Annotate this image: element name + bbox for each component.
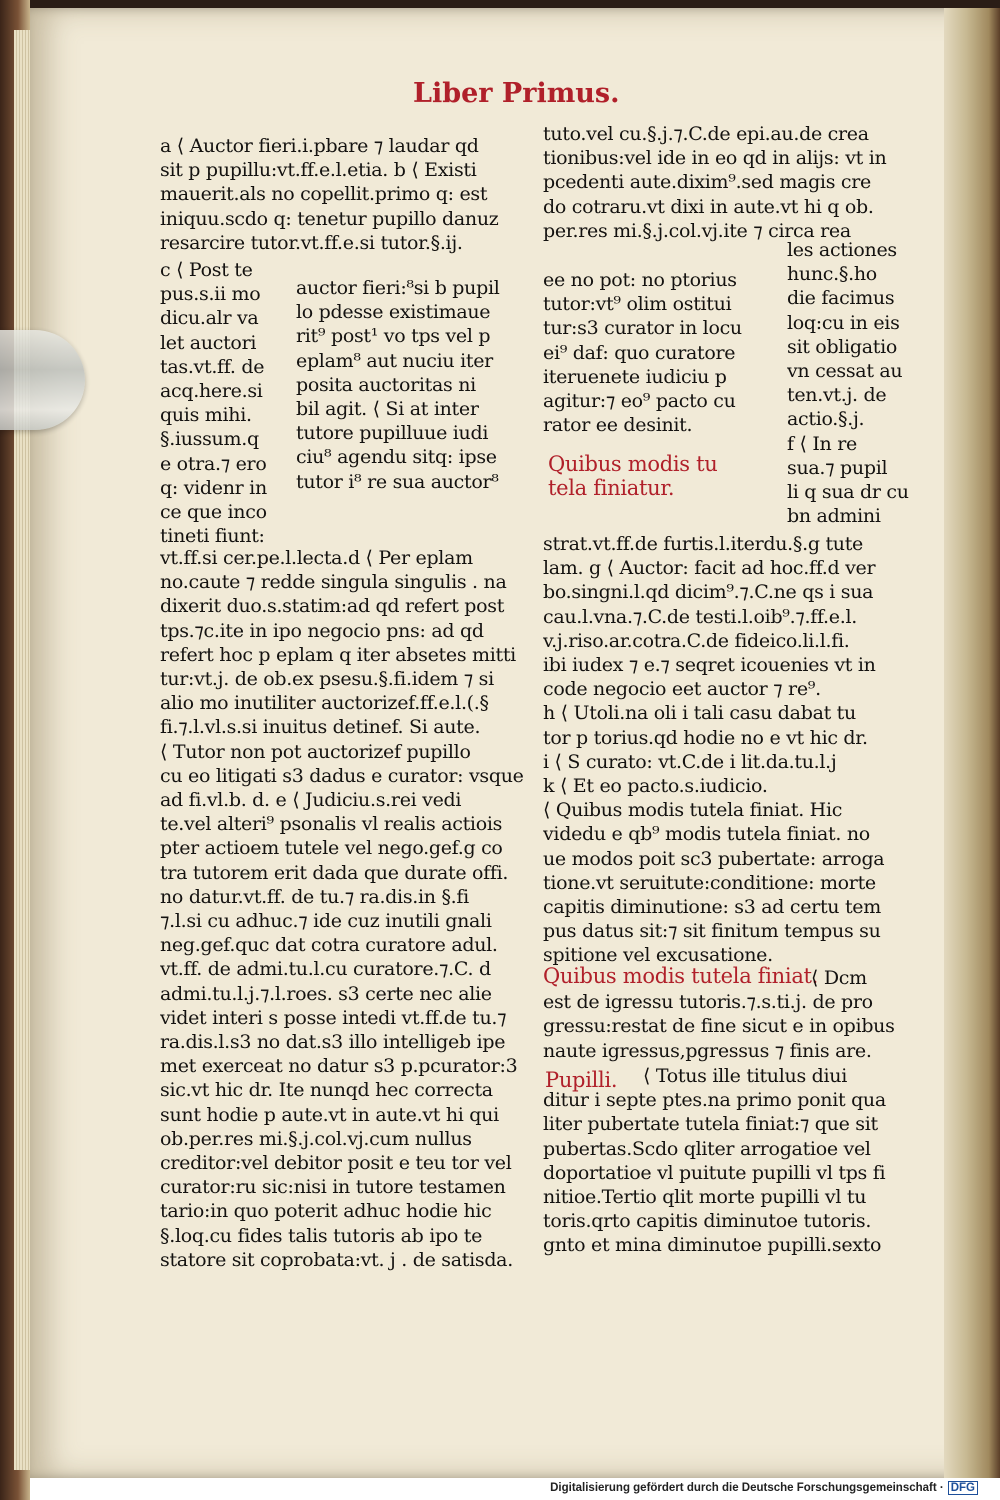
text-block-left-narrow [160, 258, 290, 548]
text-line: statore sit coprobata:vt. j . de satisda. [160, 1248, 513, 1271]
text-line: vt.ff. de admi.tu.l.cu curatore.⁊.C. d [160, 958, 491, 981]
text-line: fi.⁊.l.vl.s.si inuitus detinef. Si aute. [160, 716, 481, 739]
text-line: code negocio eet auctor ⁊ re⁹. [543, 678, 821, 701]
text-line: k ⟨ Et eo pacto.s.iudicio. [543, 775, 768, 798]
text-line: eplam⁸ aut nuciu iter [296, 349, 493, 372]
text-line: ibi iudex ⁊ e.⁊ seqret icouenies vt in [543, 654, 876, 677]
text-line: tra tutorem erit dada que durate offi. [160, 861, 509, 884]
text-line: f ⟨ In re [787, 432, 857, 455]
text-block-right-long [543, 532, 913, 968]
dfg-footer [550, 1482, 978, 1494]
text-line: ⟨ Dcm [811, 967, 867, 989]
text-line: neg.gef.quc dat cotra curatore adul. [160, 934, 498, 957]
text-line: pubertas.Scdo qliter arrogatioe vel [543, 1137, 871, 1160]
text-line: ue modos poit sc3 pubertate: arroga [543, 847, 885, 870]
text-line: naute igressus,pgressus ⁊ finis are. [543, 1039, 872, 1062]
text-line: hunc.§.ho [787, 263, 877, 286]
text-line: let auctori [160, 331, 257, 354]
text-line: gressu:restat de fine sicut e in opibus [543, 1015, 895, 1038]
text-line: tor p torius.qd hodie no e vt hic dr. [543, 726, 868, 749]
text-line: pus.s.ii mo [160, 283, 261, 306]
text-line: tutore pupilluue iudi [296, 422, 489, 445]
text-line: ce que inco [160, 501, 267, 524]
text-line: refert hoc p eplam q iter absetes mitti [160, 643, 516, 666]
text-line: posita auctoritas ni [296, 373, 476, 396]
text-block-right-top [543, 122, 913, 243]
text-line: nitioe.Tertio qlit morte pupilli vl tu [543, 1186, 867, 1209]
text-line: do cotraru.vt dixi in aute.vt hi q ob. [543, 195, 874, 218]
text-line: dixerit duo.s.statim:ad qd refert post [160, 595, 505, 618]
text-line: q: videnr in [160, 476, 267, 499]
text-line: tps.⁊c.ite in ipo negocio pns: ad qd [160, 619, 484, 642]
text-line: ob.per.res mi.§.j.col.vj.cum nullus [160, 1127, 472, 1150]
text-line: lam. g ⟨ Auctor: facit ad hoc.ff.d ver [543, 557, 876, 580]
text-line: agitur:⁊ eo⁹ pacto cu [543, 390, 736, 413]
text-line: tutor:vt⁹ olim ostitui [543, 293, 732, 316]
text-line: curator:ru sic:nisi in tutore testamen [160, 1176, 506, 1199]
text-line: §.loq.cu fides talis tutoris ab ipo te [160, 1224, 483, 1247]
text-line: pter actioem tutele vel nego.gef.g co [160, 837, 503, 860]
fore-edge [944, 8, 1000, 1478]
text-line: resarcire tutor.vt.ff.e.si tutor.§.ij. [160, 231, 463, 254]
text-line: vt.ff.si cer.pe.l.lecta.d ⟨ Per eplam [160, 547, 473, 569]
text-line: capitis diminutione: s3 ad certu tem [543, 896, 881, 919]
text-line: v.j.riso.ar.cotra.C.de fideico.li.l.fi. [543, 629, 850, 652]
text-line: liter pubertate tutela finiat:⁊ que sit [543, 1113, 878, 1136]
text-line: actio.§.j. [787, 408, 865, 431]
text-block-mid-narrow [296, 276, 521, 494]
text-line: sit p pupillu:vt.ff.e.l.etia. b ⟨ Existi [160, 159, 477, 182]
text-line: tela finiatur. [548, 476, 675, 501]
running-header: Liber Primus. [413, 78, 620, 109]
text-line: c ⟨ Post te [160, 259, 253, 281]
text-line: tione.vt seruitute:conditione: morte [543, 871, 876, 894]
text-line: sic.vt hic dr. Ite nunqd hec correcta [160, 1079, 493, 1102]
text-line: rit⁹ post¹ vo tps vel p [296, 325, 491, 348]
text-line: iteruenete iudiciu p [543, 365, 727, 388]
text-line: tur:vt.j. de ob.ex psesu.§.fi.idem ⁊ si [160, 668, 494, 691]
text-line: spitione vel excusatione. [543, 944, 773, 967]
text-line: ⟨ Quibus modis tutela finiat. Hic [543, 799, 843, 822]
text-line: dicu.alr va [160, 307, 259, 330]
text-line: toris.qrto capitis diminutoe tutoris. [543, 1210, 872, 1233]
text-line: bn admini [787, 505, 881, 528]
text-block-left-long [160, 546, 530, 1272]
text-line: tur:s3 curator in locu [543, 317, 742, 340]
text-block-right-mid [543, 268, 780, 437]
text-line: tionibus:vel ide in eo qd in alijs: vt in [543, 147, 887, 170]
text-line: pus datus sit:⁊ sit finitum tempus su [543, 920, 881, 943]
text-line: ciu⁸ agendu sitq: ipse [296, 446, 497, 469]
text-line: ten.vt.j. de [787, 384, 887, 407]
rubric-tutela-finiat: Quibus modis tutela finiat. [543, 964, 819, 988]
footer-text: Digitalisierung gefördert durch die Deutsche Forschungsgemeinschaft · [550, 1482, 944, 1494]
text-line: tario:in quo poterit adhuc hodie hic [160, 1200, 492, 1223]
text-line: ditur i septe ptes.na primo ponit qua [543, 1089, 886, 1112]
text-line: die facimus [787, 287, 895, 310]
text-line: ⟨ Tutor non pot auctorizef pupillo [160, 740, 471, 763]
text-line: videt interi s posse intedi vt.ff.de tu.⁊ [160, 1006, 507, 1029]
text-line: acq.here.si [160, 380, 263, 403]
text-line: e otra.⁊ ero [160, 452, 267, 475]
text-line: sua.⁊ pupil [787, 456, 888, 479]
text-line: vn cessat au [787, 360, 903, 383]
text-line: te.vel alteri⁹ psonalis vl realis actiois [160, 813, 503, 836]
text-line: tineti fiunt: [160, 525, 265, 548]
text-line: les actiones [787, 239, 897, 261]
text-line: ⁊.l.si cu adhuc.⁊ ide cuz inutili gnali [160, 910, 492, 933]
rubric-quibus-modis [548, 452, 783, 500]
text-line: Quibus modis tu [548, 452, 718, 476]
text-line: tutor i⁸ re sua auctor⁸ [296, 470, 499, 493]
text-line: doportatioe vl puitute pupilli vl tps fi [543, 1161, 886, 1184]
text-block-right-after-rubric [543, 966, 913, 1063]
text-line: rator ee desinit. [543, 414, 693, 437]
text-line: loq:cu in eis [787, 311, 900, 334]
text-line: alio mo inutiliter auctorizef.ff.e.l.(.§ [160, 692, 489, 715]
text-line: strat.vt.ff.de furtis.l.iterdu.§.g tute [543, 533, 863, 555]
text-line: iniquu.scdo q: tenetur pupillo danuz [160, 207, 499, 230]
text-line: h ⟨ Utoli.na oli i tali casu dabat tu [543, 702, 856, 725]
text-line: no datur.vt.ff. de tu.⁊ ra.dis.in §.fi [160, 885, 469, 908]
text-line: quis mihi. [160, 404, 252, 427]
text-line: cu eo litigati s3 dadus e curator: vsque [160, 764, 524, 787]
text-line: ee no pot: no ptorius [543, 269, 737, 291]
text-line: pcedenti aute.dixim⁹.sed magis cre [543, 171, 871, 194]
text-line: gnto et mina diminutoe pupilli.sexto [543, 1234, 882, 1257]
text-line: §.iussum.q [160, 428, 259, 451]
text-line: bo.singni.l.qd dicim⁹.⁊.C.ne qs i sua [543, 581, 874, 604]
text-line: met exerceat no datur s3 p.pcurator:3 [160, 1055, 518, 1078]
text-line: ad fi.vl.b. d. e ⟨ Judiciu.s.rei vedi [160, 789, 462, 812]
text-line: mauerit.als no copellit.primo q: est [160, 183, 488, 206]
text-line: ⟨ Totus ille titulus diui [643, 1065, 848, 1087]
text-line: cau.l.vna.⁊.C.de testi.l.oib⁹.⁊.ff.e.l. [543, 605, 857, 628]
text-line: admi.tu.l.j.⁊.l.roes. s3 certe nec alie [160, 982, 492, 1005]
text-line: tuto.vel cu.§.j.⁊.C.de epi.au.de crea [543, 123, 869, 145]
text-line: auctor fieri:⁸si b pupil [296, 277, 500, 299]
text-line: videdu e qb⁹ modis tutela finiat. no [543, 823, 870, 846]
text-line: ei⁹ daf: quo curatore [543, 341, 736, 364]
text-line: lo pdesse existimaue [296, 301, 491, 324]
text-line: i ⟨ S curato: vt.C.de i lit.da.tu.l.j [543, 750, 837, 773]
text-block-far-right [787, 238, 912, 528]
text-line: ra.dis.l.s3 no dat.s3 illo intelligeb ipe [160, 1031, 506, 1054]
text-line: li q sua dr cu [787, 481, 909, 504]
text-line: sunt hodie p aute.vt in aute.vt hi qui [160, 1103, 499, 1126]
text-line: no.caute ⁊ redde singula singulis . na [160, 571, 507, 594]
text-line: creditor:vel debitor posit e teu tor vel [160, 1152, 512, 1175]
text-block-right-end [543, 1064, 913, 1258]
text-line: sit obligatio [787, 335, 897, 358]
text-line: per.res mi.§.j.col.vj.ite ⁊ circa rea [543, 219, 851, 242]
text-block-left-top [160, 134, 520, 255]
rubric-pupilli: Pupilli. [545, 1068, 618, 1092]
text-line: a ⟨ Auctor fieri.i.pbare ⁊ laudar qd [160, 135, 479, 157]
text-line: bil agit. ⟨ Si at inter [296, 398, 479, 421]
text-line: tas.vt.ff. de [160, 355, 265, 378]
text-line: est de igressu tutoris.⁊.s.ti.j. de pro [543, 991, 873, 1014]
dfg-logo: DFG [948, 1481, 978, 1495]
